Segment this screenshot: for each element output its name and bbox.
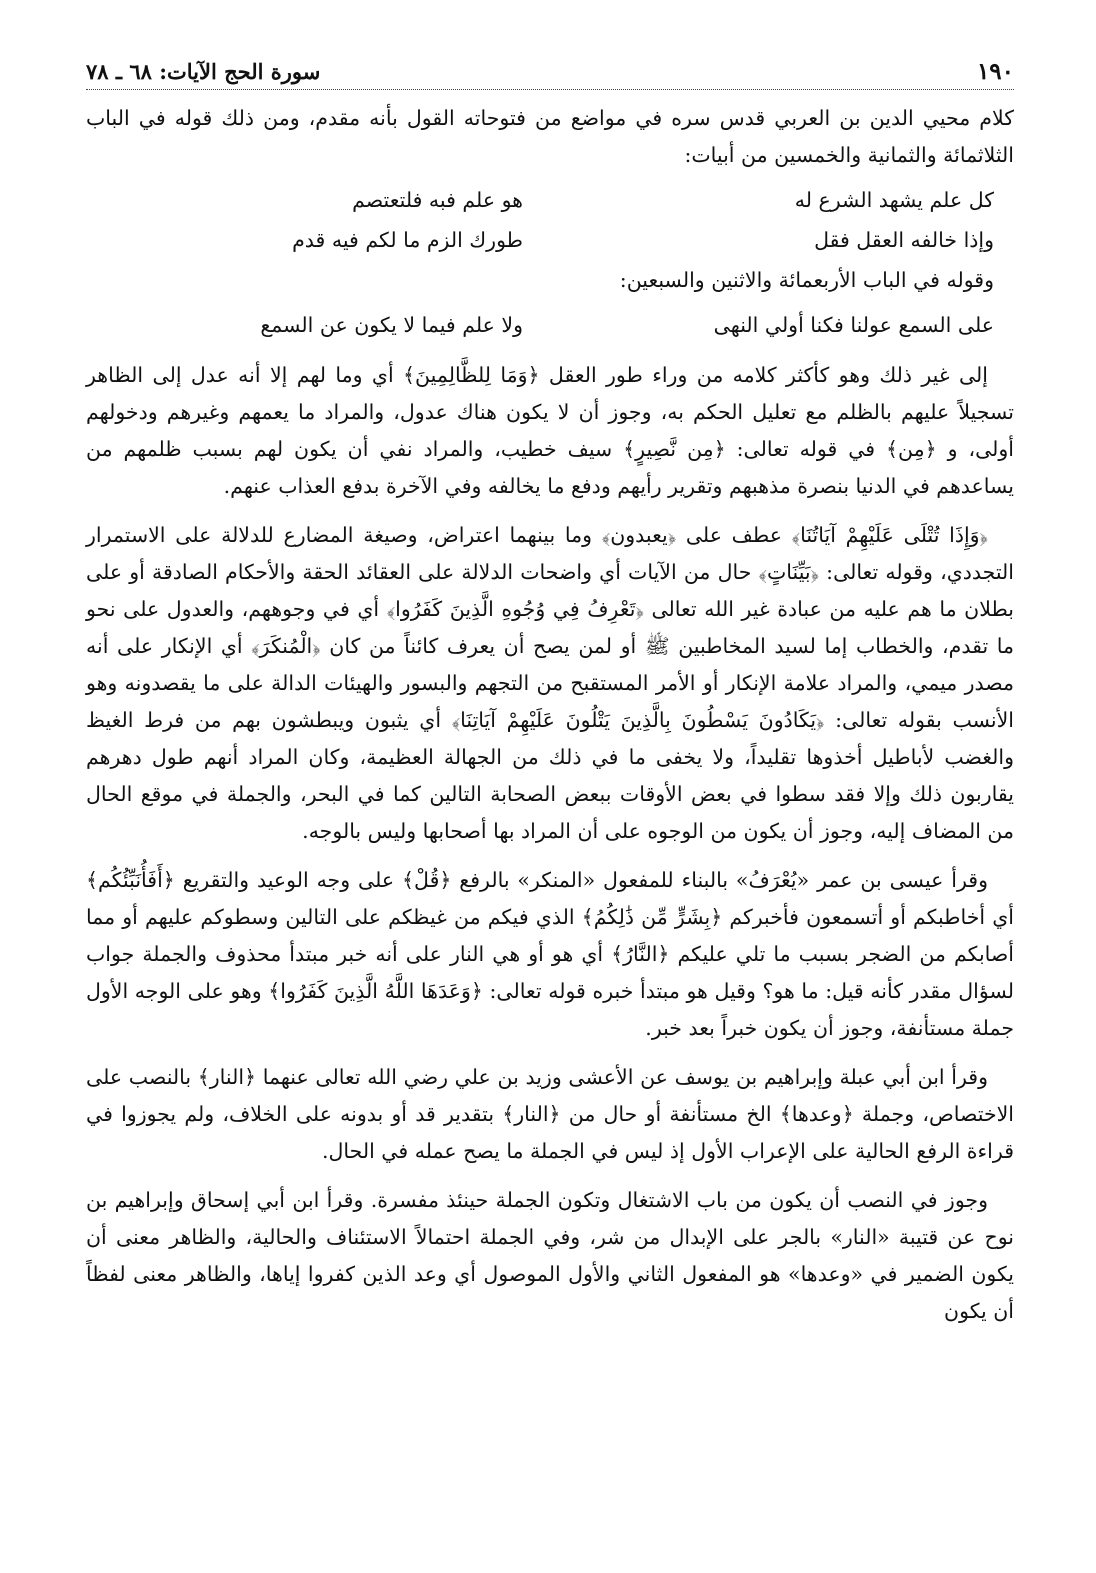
poem-intro: وقوله في الباب الأربعمائة والاثنين والسبعين: (619, 268, 994, 292)
verse-hemistich: كل علم يشهد الشرع له (794, 188, 994, 212)
verse-hemistich: على السمع عولنا فكنا أولي النهى (713, 313, 994, 337)
running-header (86, 58, 1014, 90)
verse-hemistich: طورك الزم ما لكم فيه قدم (292, 228, 523, 252)
paragraph: ﴿وَإِذَا تُتْلَى عَلَيْهِمْ آيَاتُنَا﴾ عطف على ﴿يعبدون﴾ وما بينهما اعتراض، وصيغة المضارع للدلالة على الاستمرار التجددي، وقوله تعالى: ﴿بَيِّنَاتٍ﴾ حال من الآيات أي واضحات الدلالة على العقائد الحقة والأحكام الصادقة أو على بطلان ما هم عليه من عبادة غير الله تعالى ﴿تَعْرِفُ فِي وُجُوهِ الَّذِينَ كَفَرُوا﴾ أي في وجوههم، والعدول على نحو ما تقدم، والخطاب إما لسيد المخاطبين ﷺ أو لمن يصح أن يعرف كائناً من كان ﴿الْمُنكَرَ﴾ أي الإنكار على أنه مصدر ميمي، والمراد علامة الإنكار أو الأمر المستقبح من التجهم والبسور والهيئات الدالة على ما يقصدونه وهو الأنسب بقوله تعالى: ﴿يَكَادُونَ يَسْطُونَ بِالَّذِينَ يَتْلُونَ عَلَيْهِمْ آيَاتِنَا﴾ أي يثبون ويبطشون بهم من فرط الغيظ والغضب لأباطيل أخذوها تقليداً، ولا يخفى ما في ذلك من الجهالة العظيمة، وكان المراد أنهم طول دهرهم يقاربون ذلك وإلا فقد سطوا في بعض الأوقات ببعض الصحابة التالين كما في البحر، والجملة في موقع الحال من المضاف إليه، وجوز أن يكون من الوجوه على أن المراد بها أصحابها وليس بالوجه. (86, 523, 1014, 843)
verse-hemistich: وإذا خالفه العقل فقل (814, 228, 994, 252)
intro-paragraph: كلام محيي الدين بن العربي قدس سره في مواضع من فتوحاته القول بأنه مقدم، ومن ذلك قوله في الباب الثلاثمائة والثمانية والخمسين من أبيات: (86, 106, 1014, 167)
paragraph: إلى غير ذلك وهو كأكثر كلامه من وراء طور العقل ﴿وَمَا لِلظَّالِمِينَ﴾ أي وما لهم إلا أنه عدل إلى الظاهر تسجيلاً عليهم بالظلم مع تعليل الحكم به، وجوز أن لا يكون هناك عدول، والمراد ما يعمهم وغيرهم ودخولهم أولى، و ﴿مِن﴾ في قوله تعالى: ﴿مِن نَّصِيرٍ﴾ سيف خطيب، والمراد نفي أن يكون لهم بسبب ظلمهم من يساعدهم في الدنيا بنصرة مذهبهم وتقرير رأيهم ودفع ما يخالفه وفي الآخرة بدفع العذاب عنهم. (86, 363, 1014, 498)
paragraph: وقرأ ابن أبي عبلة وإبراهيم بن يوسف عن الأعشى وزيد بن علي رضي الله تعالى عنهما ﴿النار﴾ بالنصب على الاختصاص، وجملة ﴿وعدها﴾ الخ مستأنفة أو حال من ﴿النار﴾ بتقدير قد أو بدونه على الخلاف، ولم يجوزوا في قراءة الرفع الحالية على الإعراب الأول إذ ليس في الجملة ما يصح عمله في الحال. (86, 1065, 1014, 1163)
verse-hemistich: ولا علم فيما لا يكون عن السمع (260, 313, 523, 337)
paragraph: وجوز في النصب أن يكون من باب الاشتغال وتكون الجملة حينئذ مفسرة. وقرأ ابن أبي إسحاق وإبراهيم بن نوح عن قتيبة «النار» بالجر على الإبدال من شر، وفي الجملة احتمالاً الاستئناف والحالية، والظاهر معنى أن يكون الضمير في «وعدها» هو المفعول الثاني والأول الموصول أي وعد الذين كفروا إياها، والظاهر معنى لفظاً أن يكون (86, 1188, 1014, 1323)
page-number: ١٩٠ (976, 58, 1014, 85)
poem-block-2 (112, 305, 994, 345)
verse-hemistich: هو علم فبه فلتعتصم (352, 188, 523, 212)
paragraph: وقرأ عيسى بن عمر «يُعْرَفُ» بالبناء للمفعول «المنكر» بالرفع ﴿قُلْ﴾ على وجه الوعيد والتقريع ﴿أَفَأُنَبِّئُكُم﴾ أي أخاطبكم أو أتسمعون فأخبركم ﴿بِشَرٍّ مِّن ذَٰلِكُمُ﴾ الذي فيكم من غيظكم على التالين وسطوكم عليهم أو مما أصابكم من الضجر بسبب ما تلي عليكم ﴿النَّارُ﴾ أي هو أو هي النار على أنه خبر مبتدأ محذوف والجملة جواب لسؤال مقدر كأنه قيل: ما هو؟ وقيل هو مبتدأ خبره قوله تعالى: ﴿وَعَدَهَا اللَّهُ الَّذِينَ كَفَرُوا﴾ وهو على الوجه الأول جملة مستأنفة، وجوز أن يكون خبراً بعد خبر. (86, 868, 1014, 1040)
poem-block-1 (112, 180, 994, 260)
chapter-title: سورة الحج الآيات: ٦٨ ـ ٧٨ (86, 59, 321, 84)
